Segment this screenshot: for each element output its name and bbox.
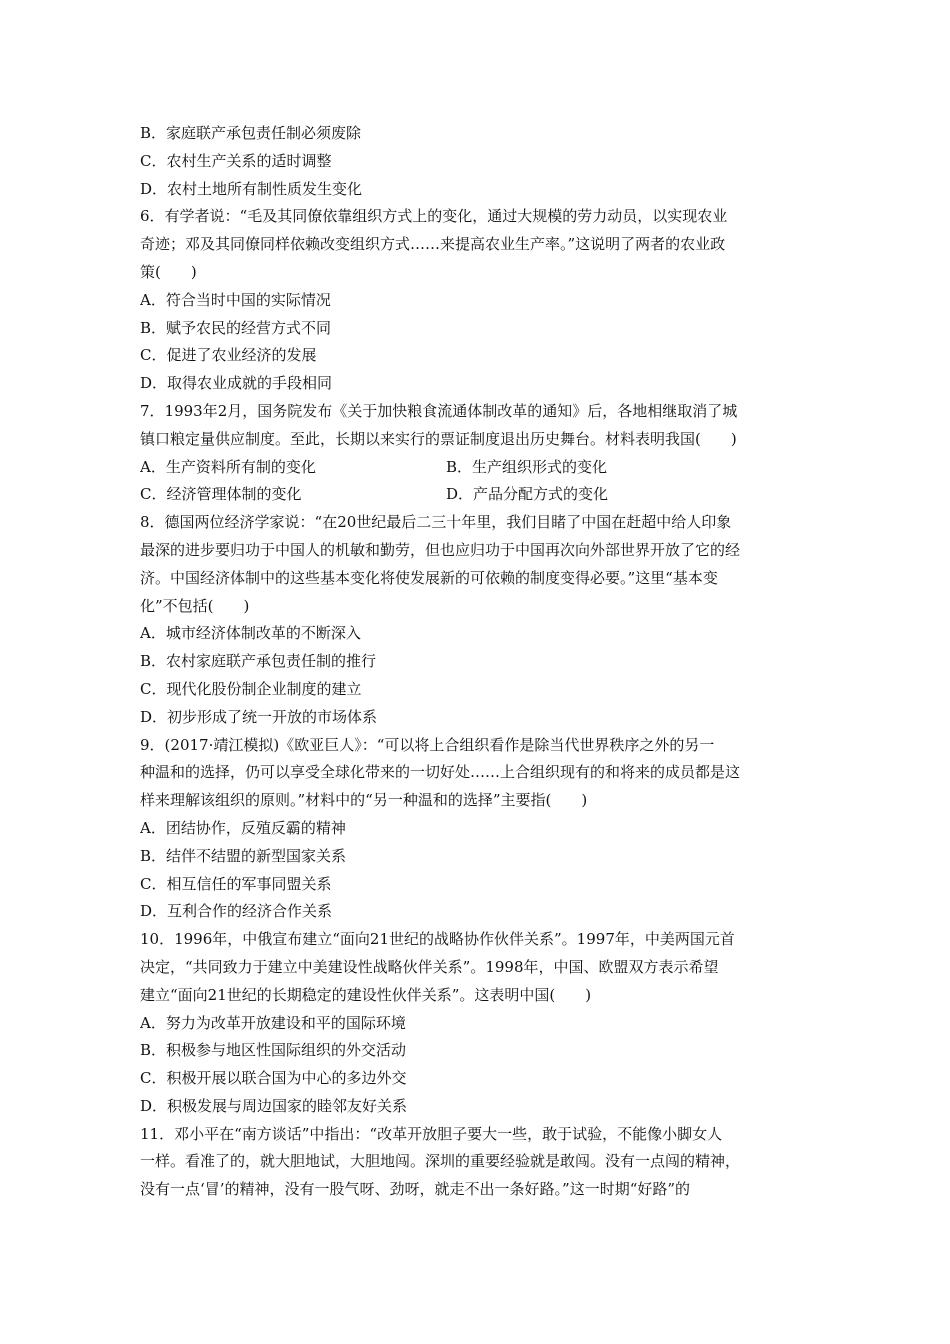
question-line: 建立“面向21世纪的长期稳定的建设性伙伴关系”。这表明中国( ): [140, 985, 592, 1004]
option-b: B．生产组织形式的变化: [446, 457, 608, 476]
text-line: D．互利合作的经济合作关系: [140, 902, 333, 921]
text-block-1: [140, 120, 812, 454]
text-line: D．初步形成了统一开放的市场体系: [140, 707, 378, 726]
text-line: A．城市经济体制改革的不断深入: [140, 624, 361, 643]
option-c: C．经济管理体制的变化: [140, 485, 302, 504]
question-line: 样来理解该组织的原则。”材料中的“另一种温和的选择”主要指( ): [140, 791, 588, 810]
question-line: 镇口粮定量供应制度。至此，长期以来实行的票证制度退出历史舞台。材料表明我国( ): [140, 429, 737, 448]
text-line: C．积极开展以联合国为中心的多边外交: [140, 1069, 407, 1088]
text-line: C．相互信任的军事同盟关系: [140, 874, 332, 893]
option-row: [140, 481, 812, 509]
text-line: A．符合当时中国的实际情况: [140, 290, 331, 309]
text-line: C．促进了农业经济的发展: [140, 346, 317, 365]
question-line: 6．有学者说：“毛及其同僚依靠组织方式上的变化，通过大规模的劳力动员，以实现农业: [140, 207, 728, 226]
text-line: D．取得农业成就的手段相同: [140, 374, 333, 393]
text-line: C．现代化股份制企业制度的建立: [140, 679, 362, 698]
question-line: 奇迹；邓及其同僚同样依赖改变组织方式……来提高农业生产率。”这说明了两者的农业政: [140, 235, 726, 254]
text-line: B．农村家庭联产承包责任制的推行: [140, 652, 377, 671]
text-line: A．团结协作，反殖反霸的精神: [140, 818, 346, 837]
question-line: 11．邓小平在“南方谈话”中指出：“改革开放胆子要大一些，敢于试验，不能像小脚女人: [140, 1124, 723, 1143]
question-line: 10．1996年，中俄宣布建立“面向21世纪的战略协作伙伴关系”。1997年，中美两国元首: [140, 930, 735, 949]
question-line: 化”不包括( ): [140, 596, 250, 615]
question-line: 济。中国经济体制中的这些基本变化将使发展新的可依赖的制度变得必要。”这里“基本变: [140, 568, 718, 587]
text-line: B．积极参与地区性国际组织的外交活动: [140, 1041, 407, 1060]
text-line: B．赋予农民的经营方式不同: [140, 318, 332, 337]
question-line: 8．德国两位经济学家说：“在20世纪最后二三十年里，我们目睹了中国在赶超中给人印象: [140, 513, 732, 532]
question-line: 策( ): [140, 262, 197, 281]
document-page: [140, 120, 812, 1204]
question-line: 最深的进步要归功于中国人的机敏和勤劳，但也应归功于中国再次向外部世界开放了它的经: [140, 540, 741, 559]
text-line: B．结伴不结盟的新型国家关系: [140, 846, 347, 865]
text-line: A．努力为改革开放建设和平的国际环境: [140, 1013, 406, 1032]
text-line: D．积极发展与周边国家的睦邻友好关系: [140, 1096, 408, 1115]
option-row: [140, 454, 812, 482]
q7-options: [140, 454, 812, 510]
question-line: 9．(2017·靖江模拟)《欧亚巨人》：“可以将上合组织看作是除当代世界秩序之外的另一: [140, 735, 715, 754]
question-line: 种温和的选择，仍可以享受全球化带来的一切好处……上合组织现有的和将来的成员都是这: [140, 763, 741, 782]
question-line: 一样。看准了的，就大胆地试，大胆地闯。深圳的重要经验就是敢闯。没有一点闯的精神，: [140, 1152, 741, 1171]
text-line: D．农村土地所有制性质发生变化: [140, 179, 363, 198]
question-line: 7．1993年2月，国务院发布《关于加快粮食流通体制改革的通知》后，各地相继取消了城: [140, 401, 738, 420]
text-line: C．农村生产关系的适时调整: [140, 151, 332, 170]
question-line: 没有一点‘冒’的精神，没有一股气呀、劲呀，就走不出一条好路。”这一时期“好路”的: [140, 1180, 691, 1199]
text-block-2: [140, 509, 812, 1204]
text-line: B．家庭联产承包责任制必须废除: [140, 124, 362, 142]
option-d: D．产品分配方式的变化: [446, 485, 609, 504]
question-line: 决定，“共同致力于建立中美建设性战略伙伴关系”。1998年，中国、欧盟双方表示希望: [140, 957, 719, 976]
option-a: A．生产资料所有制的变化: [140, 457, 316, 476]
